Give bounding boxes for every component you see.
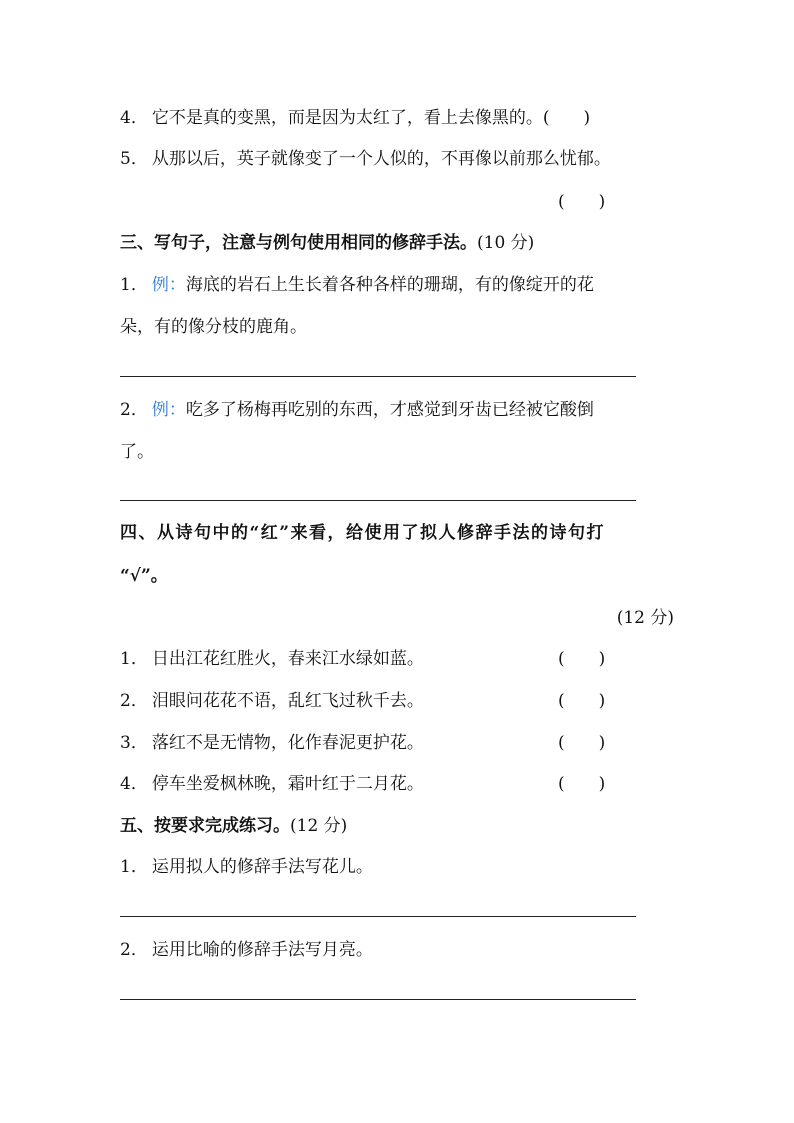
example-text: 海底的岩石上生长着各种各样的珊瑚，有的像绽开的花 xyxy=(185,275,594,295)
practice-item-1 xyxy=(120,856,373,878)
section-score: (12 分) xyxy=(290,816,348,836)
practice-text: 运用拟人的修辞手法写花儿。 xyxy=(151,857,373,877)
item-number: 2． xyxy=(120,400,148,420)
section-3-heading xyxy=(120,232,534,254)
section-4-heading: 四、从诗句中的“红”来看，给使用了拟人修辞手法的诗句打 xyxy=(120,523,606,543)
section-4-heading-continued: “√”。 xyxy=(120,566,168,586)
example-label: 例： xyxy=(151,275,186,295)
example-label: 例： xyxy=(151,400,186,420)
item-number: 1． xyxy=(120,275,148,295)
poem-item-1 xyxy=(120,648,424,670)
practice-text: 运用比喻的修辞手法写月亮。 xyxy=(151,940,373,960)
example-text-continued: 了。 xyxy=(120,442,154,462)
poem-item-2 xyxy=(120,690,424,712)
section-title: 五、按要求完成练习。 xyxy=(120,816,290,836)
item-number: 1． xyxy=(120,857,148,877)
item-text: 它不是真的变黑，而是因为太红了，看上去像黑的。 xyxy=(151,108,543,128)
answer-paren[interactable]: ( ) xyxy=(558,691,606,711)
item-number: 5． xyxy=(120,149,148,169)
sentence-item-1 xyxy=(120,274,594,296)
answer-line[interactable] xyxy=(120,999,636,1000)
answer-paren[interactable]: ( ) xyxy=(542,108,591,128)
poem-text: 日出江花红胜火，春来江水绿如蓝。 xyxy=(151,649,424,669)
judgement-item-4 xyxy=(120,107,590,129)
poem-text: 泪眼问花花不语，乱红飞过秋千去。 xyxy=(151,691,424,711)
item-number: 4． xyxy=(120,108,148,128)
item-number: 1． xyxy=(120,649,148,669)
item-number: 3． xyxy=(120,733,148,753)
poem-text: 停车坐爱枫林晚，霜叶红于二月花。 xyxy=(151,774,424,794)
section-score: (10 分) xyxy=(477,233,535,253)
poem-item-3 xyxy=(120,732,424,754)
answer-line[interactable] xyxy=(120,916,636,917)
practice-item-2 xyxy=(120,939,373,961)
section-title: 三、写句子，注意与例句使用相同的修辞手法。 xyxy=(120,233,477,253)
judgement-item-5 xyxy=(120,148,611,170)
answer-paren[interactable]: ( ) xyxy=(558,192,606,212)
poem-item-4 xyxy=(120,773,424,795)
section-5-heading xyxy=(120,815,347,837)
item-text: 从那以后，英子就像变了一个人似的，不再像以前那么忧郁。 xyxy=(151,149,611,169)
answer-paren[interactable]: ( ) xyxy=(558,774,606,794)
item-number: 4． xyxy=(120,774,148,794)
answer-line[interactable] xyxy=(120,500,636,501)
answer-line[interactable] xyxy=(120,376,636,377)
poem-text: 落红不是无情物，化作春泥更护花。 xyxy=(151,733,424,753)
sentence-item-2 xyxy=(120,399,594,421)
item-number: 2． xyxy=(120,691,148,711)
answer-paren[interactable]: ( ) xyxy=(558,733,606,753)
answer-paren[interactable]: ( ) xyxy=(558,649,606,669)
item-number: 2． xyxy=(120,940,148,960)
example-text-continued: 朵，有的像分枝的鹿角。 xyxy=(120,317,307,337)
section-score: (12 分) xyxy=(616,608,674,628)
example-text: 吃多了杨梅再吃别的东西，才感觉到牙齿已经被它酸倒 xyxy=(185,400,594,420)
